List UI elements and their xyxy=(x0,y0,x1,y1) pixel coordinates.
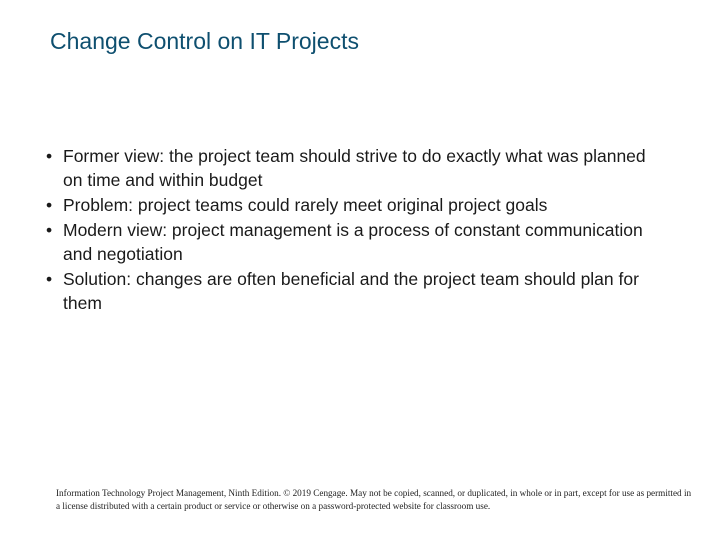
bullet-icon: • xyxy=(46,146,53,166)
copyright-footer: Information Technology Project Management, Ninth Edition. © 2019 Cengage. May not be copied, scanned, or duplicated, in whole or in part, except for use as permitted in a license distributed with a certain product or service or otherwise on a password-protected website for classroom use. xyxy=(56,488,692,511)
bullet-text: Solution: changes are often beneficial and the project team should plan for them xyxy=(63,269,639,313)
bullet-text: Former view: the project team should strive to do exactly what was planned on time and within budget xyxy=(63,146,646,190)
bullet-item-former-view xyxy=(46,144,666,192)
bullet-item-solution xyxy=(46,267,666,315)
bullet-icon: • xyxy=(46,220,53,240)
bullet-icon: • xyxy=(46,269,53,289)
bullet-list xyxy=(46,144,666,316)
bullet-icon: • xyxy=(46,195,53,215)
slide-title: Change Control on IT Projects xyxy=(50,28,359,54)
bullet-text: Modern view: project management is a process of constant communication and negotiation xyxy=(63,220,643,264)
bullet-text: Problem: project teams could rarely meet original project goals xyxy=(63,195,548,215)
bullet-item-problem xyxy=(46,193,666,217)
bullet-item-modern-view xyxy=(46,218,666,266)
